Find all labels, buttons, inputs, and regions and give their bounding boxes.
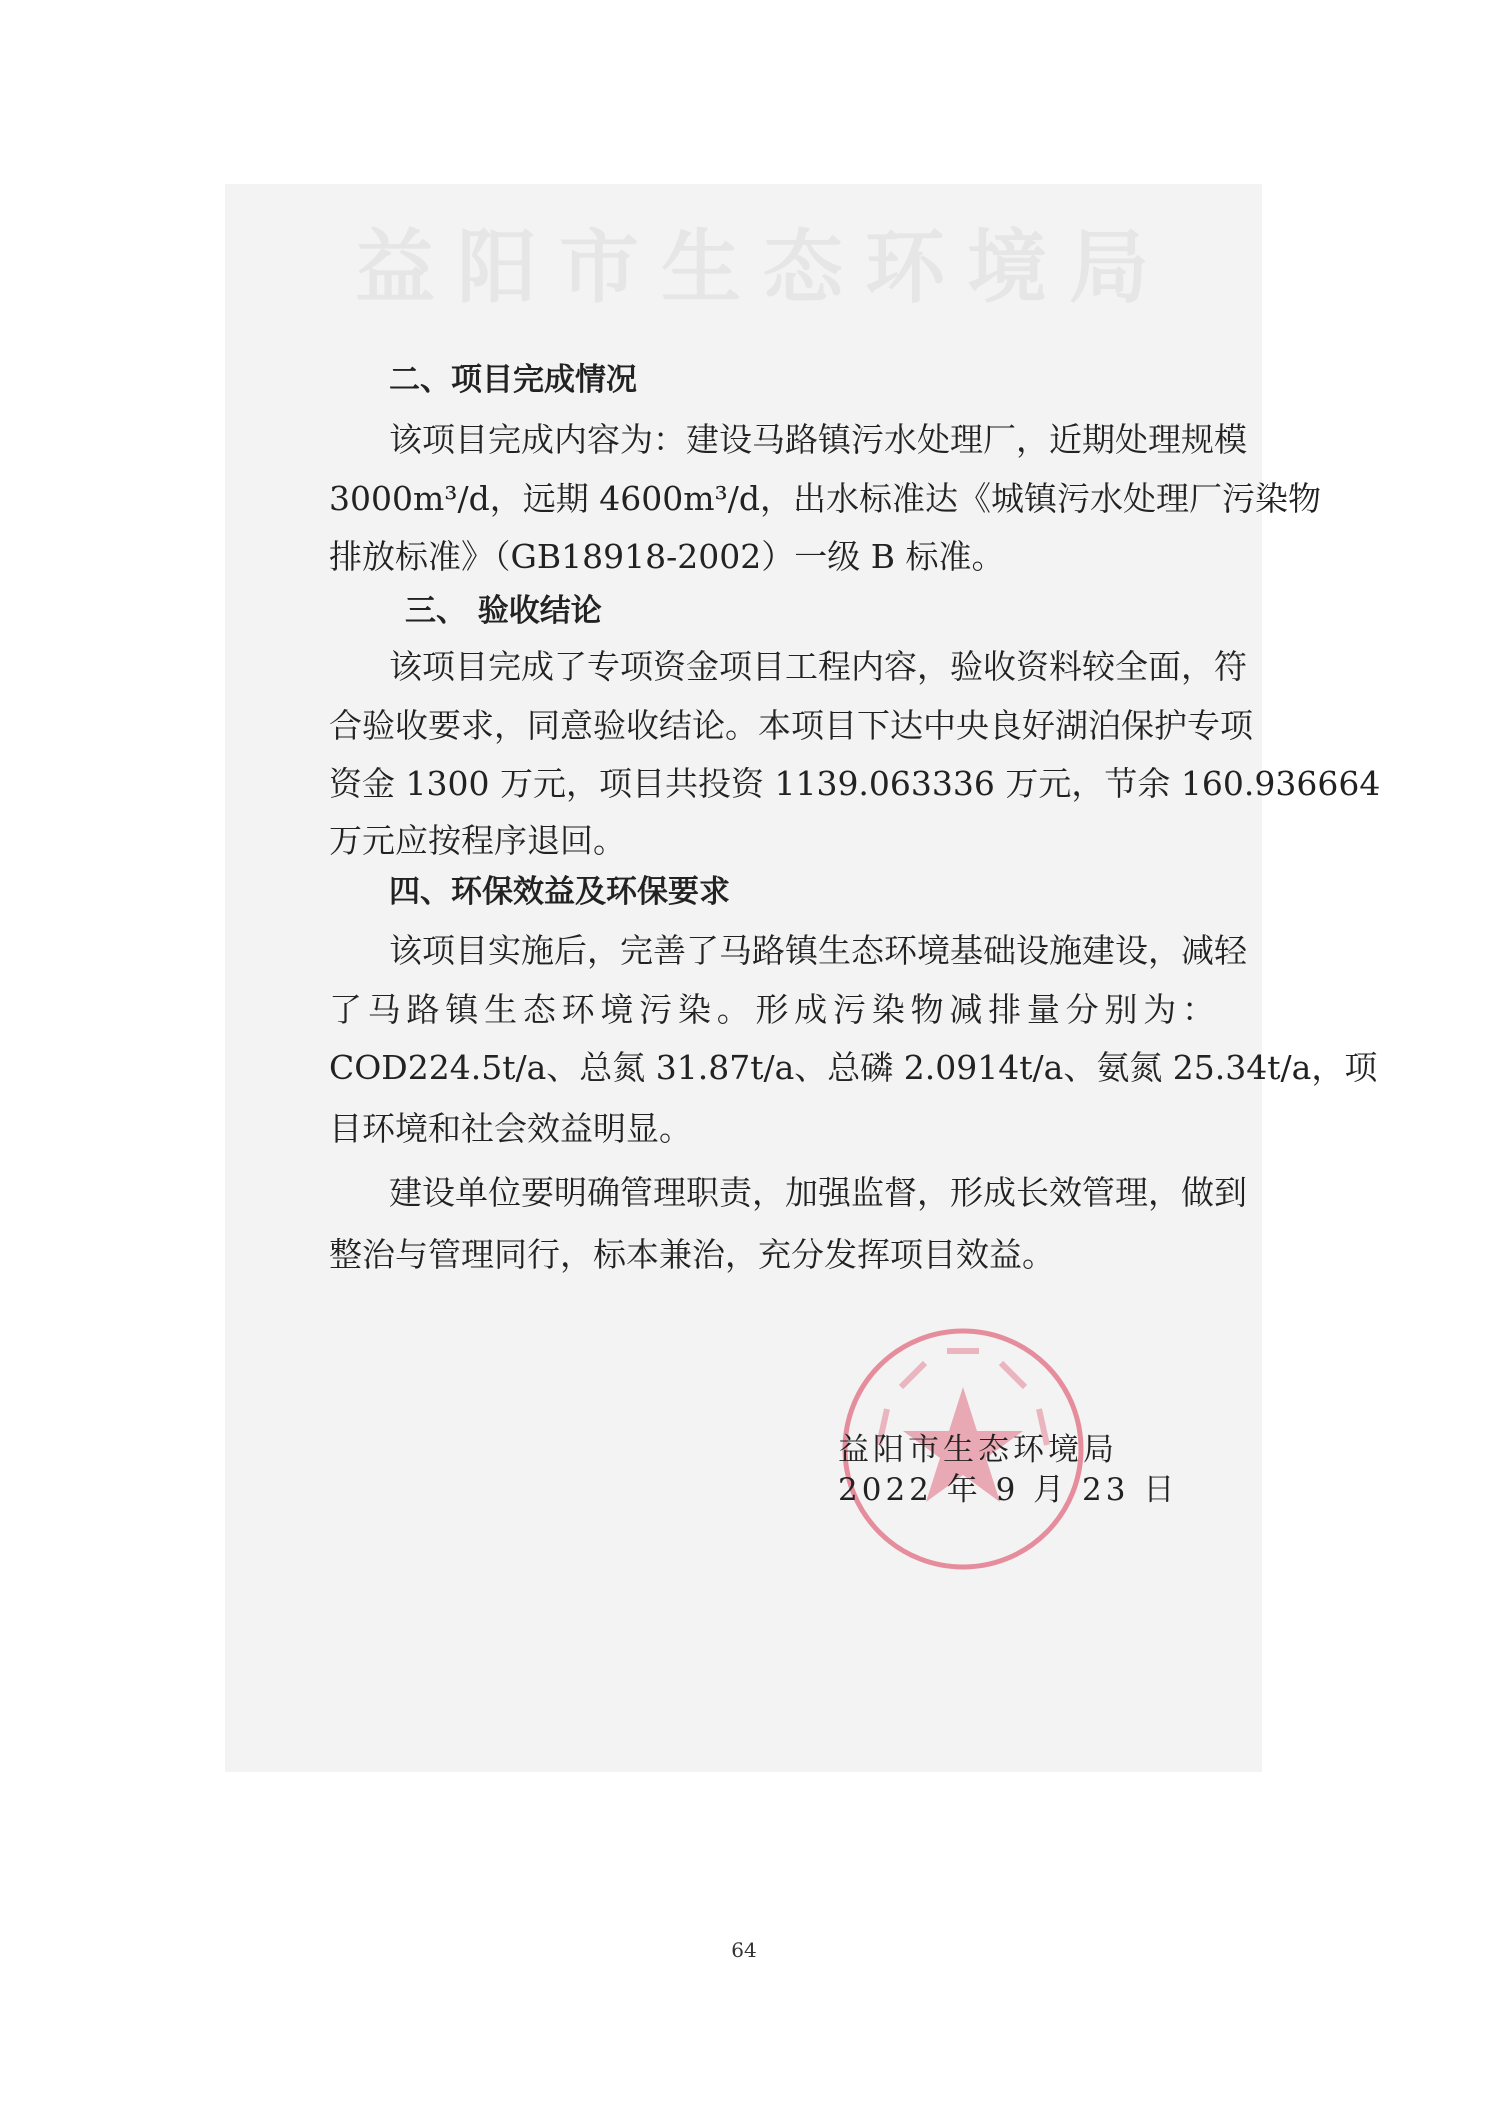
issue-date: 2022 年 9 月 23 日 (838, 1472, 1179, 1508)
section-heading: 三、 验收结论 (405, 593, 602, 629)
paragraph-line: 该项目实施后，完善了马路镇生态环境基础设施建设，减轻 (389, 931, 1247, 970)
paragraph-line: COD224.5t/a、总氮 31.87t/a、总磷 2.0914t/a、氨氮 25.34t/a，项 (329, 1048, 1378, 1087)
paragraph-line: 目环境和社会效益明显。 (329, 1109, 692, 1148)
paragraph-line: 万元应按程序退回。 (329, 821, 626, 860)
paragraph-line: 该项目完成了专项资金项目工程内容，验收资料较全面，符 (389, 647, 1247, 686)
paragraph-line: 了马路镇生态环境污染。形成污染物减排量分别为： (329, 990, 1215, 1029)
paragraph-line: 合验收要求，同意验收结论。本项目下达中央良好湖泊保护专项 (329, 706, 1253, 745)
section-heading: 四、环保效益及环保要求 (389, 874, 730, 910)
section-heading: 二、项目完成情况 (389, 362, 637, 398)
paragraph-line: 排放标准》（GB18918-2002）一级 B 标准。 (329, 537, 1005, 576)
page-number: 64 (731, 1938, 757, 1962)
paragraph-line: 资金 1300 万元，项目共投资 1139.063336 万元，节余 160.936664 (329, 764, 1381, 803)
paragraph-line: 3000m³/d，远期 4600m³/d，出水标准达《城镇污水处理厂污染物 (329, 479, 1321, 518)
paragraph-line: 整治与管理同行，标本兼治，充分发挥项目效益。 (329, 1235, 1055, 1274)
paragraph-line: 建设单位要明确管理职责，加强监督，形成长效管理，做到 (389, 1173, 1247, 1212)
show-through-letterhead: 益阳市生态环境局 (355, 220, 1171, 314)
paragraph-line: 该项目完成内容为：建设马路镇污水处理厂，近期处理规模 (389, 420, 1247, 459)
issuing-organization: 益阳市生态环境局 (838, 1432, 1118, 1468)
